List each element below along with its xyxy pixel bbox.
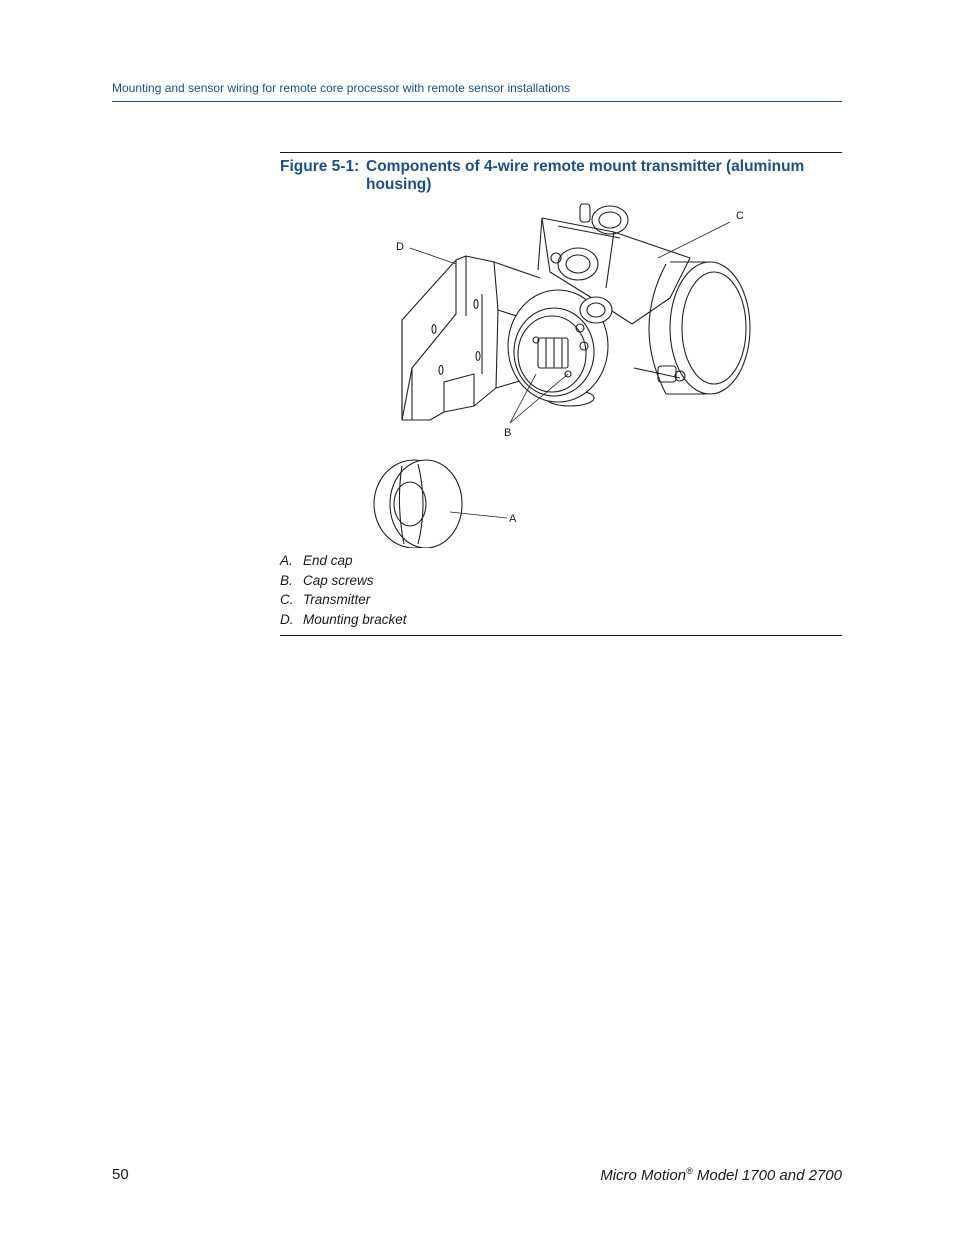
end-cap-drawing (374, 460, 462, 548)
figure-number: Figure 5-1: (280, 158, 360, 175)
legend-text: Transmitter (303, 592, 371, 608)
transmitter-illustration (370, 198, 770, 548)
doc-title-prefix: Micro Motion (600, 1167, 687, 1184)
callout-c: C (736, 210, 744, 222)
legend-item-d (280, 610, 842, 630)
figure-bottom-rule (280, 635, 842, 636)
doc-title-suffix: Model 1700 and 2700 (692, 1167, 842, 1184)
legend-item-b (280, 571, 842, 591)
legend-text: End cap (303, 553, 353, 568)
legend-text: Cap screws (303, 572, 374, 588)
leader-c (658, 222, 730, 258)
legend-text: Mounting bracket (303, 612, 407, 628)
figure-title (280, 158, 842, 194)
callout-d: D (396, 241, 404, 253)
legend-key: D. (280, 612, 294, 628)
legend-item-a (280, 551, 842, 571)
housing-opening-drawing (508, 290, 612, 402)
callout-a: A (509, 513, 517, 525)
legend-key: A. (280, 553, 293, 568)
figure-top-rule (280, 152, 842, 153)
page-number: 50 (112, 1166, 129, 1183)
callout-b: B (504, 427, 512, 439)
running-head: Mounting and sensor wiring for remote core processor with remote sensor installations (112, 81, 842, 102)
registered-mark: ® (686, 1166, 693, 1176)
leader-d (410, 248, 456, 264)
legend-item-c (280, 590, 842, 610)
figure-title-text: Components of 4-wire remote mount transmitter (aluminum housing) (366, 158, 805, 193)
legend-key: C. (280, 592, 294, 608)
document-title (600, 1166, 842, 1184)
figure-legend (280, 551, 842, 630)
legend-key: B. (280, 572, 293, 588)
